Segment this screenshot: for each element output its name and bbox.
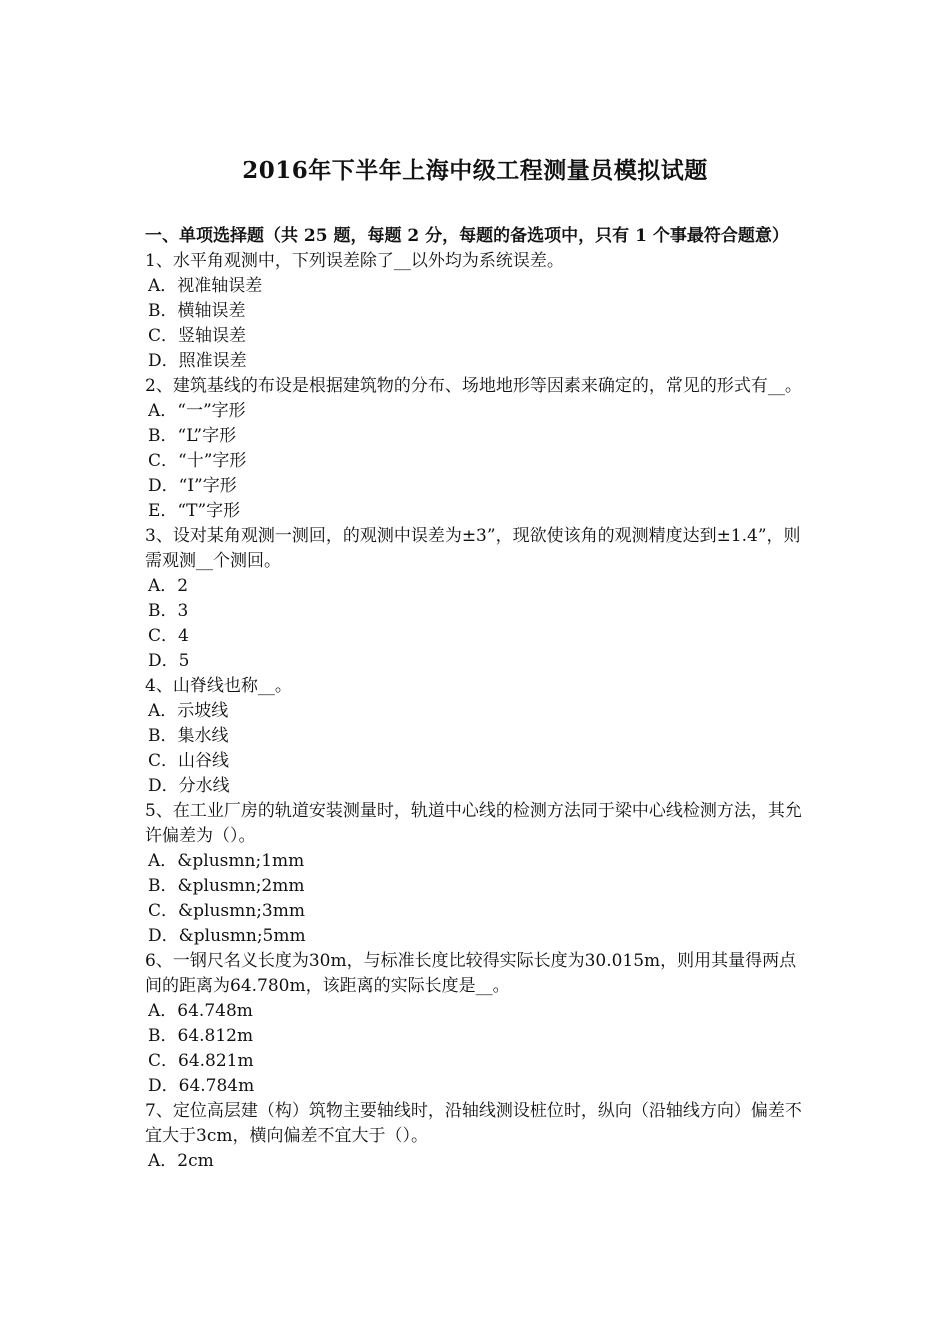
question-text: 6、一钢尺名义长度为30m，与标准长度比较得实际长度为30.015m，则用其量得两点间的距离为64.780m，该距离的实际长度是__。 (145, 951, 797, 996)
answer-option (145, 774, 810, 799)
option-text: 64.812m (177, 1026, 254, 1046)
option-text: 分水线 (178, 776, 230, 796)
question-text: 4、山脊线也称__。 (145, 676, 292, 696)
answer-option (145, 749, 810, 774)
option-text: “一”字形 (177, 401, 246, 421)
option-letter: B． (148, 426, 178, 446)
question-item (145, 1099, 810, 1174)
option-letter: C． (148, 626, 179, 646)
answer-option (145, 449, 810, 474)
answer-option (145, 574, 810, 599)
answer-option (145, 624, 810, 649)
option-text: 2 (177, 576, 189, 596)
option-letter: A． (148, 701, 178, 721)
option-letter: D． (148, 476, 179, 496)
answer-option (145, 299, 810, 324)
option-text: 视准轴误差 (177, 276, 263, 296)
option-letter: D． (148, 351, 179, 371)
option-letter: D． (148, 651, 179, 671)
option-letter: A． (148, 1151, 178, 1171)
option-letter: C． (148, 1051, 179, 1071)
option-letter: C． (148, 451, 179, 471)
answer-option (145, 599, 810, 624)
answer-option (145, 899, 810, 924)
option-text: 横轴误差 (177, 301, 246, 321)
option-text: 示坡线 (177, 701, 229, 721)
option-text: 照准误差 (178, 351, 247, 371)
answer-option (145, 349, 810, 374)
option-letter: B． (148, 876, 178, 896)
option-letter: B． (148, 601, 178, 621)
question-item (145, 249, 810, 374)
answer-option (145, 849, 810, 874)
answer-option (145, 1149, 810, 1174)
option-text: “I”字形 (178, 476, 237, 496)
question-item (145, 799, 810, 949)
option-text: &plusmn;2mm (177, 876, 305, 896)
question-text: 2、建筑基线的布设是根据建筑物的分布、场地地形等因素来确定的，常见的形式有__。 (145, 376, 802, 396)
answer-option (145, 1024, 810, 1049)
option-text: “十”字形 (178, 451, 247, 471)
answer-option (145, 649, 810, 674)
answer-option (145, 424, 810, 449)
document-title: 2016年下半年上海中级工程测量员模拟试题 (242, 157, 708, 184)
question-text: 7、定位高层建（构）筑物主要轴线时，沿轴线测设桩位时，纵向（沿轴线方向）偏差不宜大于3cm，横向偏差不宜大于（）。 (145, 1101, 802, 1146)
question-item (145, 949, 810, 1099)
answer-option (145, 699, 810, 724)
question-text: 3、设对某角观测一测回，的观测中误差为±3”，现欲使该角的观测精度达到±1.4”，则需观测__个测回。 (145, 526, 801, 571)
option-letter: A． (148, 851, 178, 871)
option-letter: B． (148, 1026, 178, 1046)
question-item (145, 674, 810, 799)
question-text: 5、在工业厂房的轨道安装测量时，轨道中心线的检测方法同于梁中心线检测方法，其允许偏差为（）。 (145, 801, 802, 846)
option-text: 山谷线 (178, 751, 230, 771)
option-text: “L”字形 (177, 426, 237, 446)
option-text: 64.748m (177, 1001, 253, 1021)
option-text: &plusmn;3mm (178, 901, 305, 921)
option-letter: C． (148, 901, 179, 921)
option-text: 竖轴误差 (178, 326, 247, 346)
option-text: &plusmn;1mm (177, 851, 305, 871)
answer-option (145, 724, 810, 749)
answer-option (145, 924, 810, 949)
option-text: 5 (178, 651, 190, 671)
option-letter: E． (148, 501, 178, 521)
option-letter: C． (148, 326, 179, 346)
answer-option (145, 1074, 810, 1099)
option-letter: A． (148, 276, 178, 296)
option-text: 集水线 (177, 726, 229, 746)
answer-option (145, 999, 810, 1024)
answer-option (145, 499, 810, 524)
option-text: 64.821m (178, 1051, 254, 1071)
option-letter: C． (148, 751, 179, 771)
option-text: 4 (178, 626, 189, 646)
option-letter: A． (148, 401, 178, 421)
question-text: 1、水平角观测中，下列误差除了__以外均为系统误差。 (145, 251, 564, 271)
option-letter: A． (148, 576, 178, 596)
option-letter: D． (148, 926, 179, 946)
option-letter: D． (148, 1076, 179, 1096)
question-item (145, 524, 810, 674)
option-text: 64.784m (178, 1076, 255, 1096)
question-item (145, 374, 810, 524)
answer-option (145, 324, 810, 349)
option-text: &plusmn;5mm (178, 926, 306, 946)
option-text: 2cm (177, 1151, 214, 1171)
answer-option (145, 874, 810, 899)
answer-option (145, 399, 810, 424)
option-letter: B． (148, 301, 178, 321)
section-heading: 一、单项选择题（共 25 题，每题 2 分，每题的备选项中，只有 1 个事最符合题意） (145, 226, 789, 246)
answer-option (145, 1049, 810, 1074)
question-list (145, 249, 810, 1174)
document-body (145, 224, 810, 1174)
option-letter: A． (148, 1001, 178, 1021)
answer-option (145, 474, 810, 499)
option-letter: D． (148, 776, 179, 796)
option-text: “T”字形 (177, 501, 241, 521)
answer-option (145, 274, 810, 299)
option-text: 3 (177, 601, 189, 621)
option-letter: B． (148, 726, 178, 746)
